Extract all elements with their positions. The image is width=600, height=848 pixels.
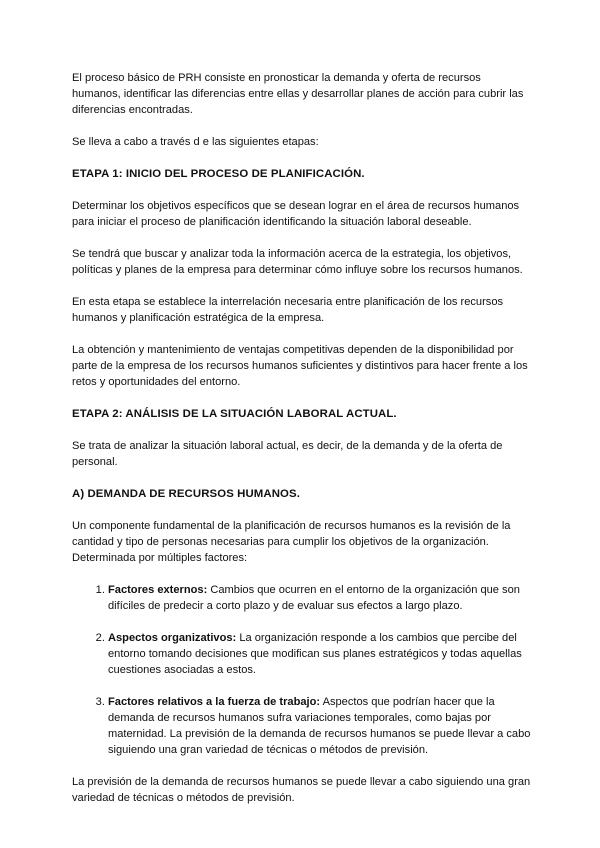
demanda-heading: A) DEMANDA DE RECURSOS HUMANOS. bbox=[72, 488, 300, 500]
etapa-1-heading: ETAPA 1: INICIO DEL PROCESO DE PLANIFICACIÓN. bbox=[72, 168, 365, 180]
factor-text: Cambios que ocurren en el entorno de la organización que son difíciles de predecir a corto plazo y de evaluar sus efectos a largo plazo. bbox=[108, 584, 520, 612]
etapa-2-paragraph: Se trata de analizar la situación laboral actual, es decir, de la demanda y de la oferta de personal. bbox=[72, 440, 503, 468]
etapa-2-heading: ETAPA 2: ANÁLISIS DE LA SITUACIÓN LABORAL ACTUAL. bbox=[72, 408, 397, 420]
factor-item bbox=[108, 630, 532, 678]
document-page bbox=[72, 70, 532, 822]
etapa-1-paragraph: Determinar los objetivos específicos que se desean lograr en el área de recursos humanos para iniciar el proceso de planificación identificando la situación laboral deseable. bbox=[72, 200, 520, 228]
demanda-paragraph: Un componente fundamental de la planificación de recursos humanos es la revisión de la cantidad y tipo de personas necesarias para cumplir los objetivos de la organización. Determinada por múltiples factores: bbox=[72, 520, 511, 564]
factor-item bbox=[108, 694, 532, 758]
etapa-1-paragraph: Se tendrá que buscar y analizar toda la información acerca de la estrategia, los objetivos, políticas y planes de la empresa para determinar cómo influye sobre los recursos humanos. bbox=[72, 248, 523, 276]
intro-paragraph: El proceso básico de PRH consiste en pronosticar la demanda y oferta de recursos humanos, identificar las diferencias entre ellas y desarrollar planes de acción para cubrir las diferencias encontradas. bbox=[72, 72, 524, 116]
factor-text: Aspectos que podrían hacer que la demanda de recursos humanos sufra variaciones temporales, como bajas por maternidad. La previsión de la demanda de recursos humanos se puede llevar a cabo siguiendo una gran variedad de técnicas o métodos de previsión. bbox=[108, 696, 531, 756]
etapa-1-paragraph: En esta etapa se establece la interrelación necesaria entre planificación de los recursos humanos y planificación estratégica de la empresa. bbox=[72, 296, 504, 324]
factor-term: Factores relativos a la fuerza de trabajo: bbox=[108, 696, 321, 708]
etapa-1-paragraph: La obtención y mantenimiento de ventajas competitivas dependen de la disponibilidad por parte de la empresa de los recursos humanos suficientes y distintivos para hacer frente a los retos y oportunidades del entorno. bbox=[72, 344, 528, 388]
closing-paragraph: La previsión de la demanda de recursos humanos se puede llevar a cabo siguiendo una gran variedad de técnicas o métodos de previsión. bbox=[72, 776, 531, 804]
factor-text: La organización responde a los cambios que percibe del entorno tomando decisiones que modifican sus planes estratégicos y todas aquellas cuestiones asociadas a estos. bbox=[108, 632, 522, 676]
stages-intro-paragraph: Se lleva a cabo a través d e las siguientes etapas: bbox=[72, 136, 319, 148]
factor-term: Factores externos: bbox=[108, 584, 208, 596]
factors-list bbox=[72, 582, 532, 758]
factor-item bbox=[108, 582, 532, 614]
factor-term: Aspectos organizativos: bbox=[108, 632, 237, 644]
